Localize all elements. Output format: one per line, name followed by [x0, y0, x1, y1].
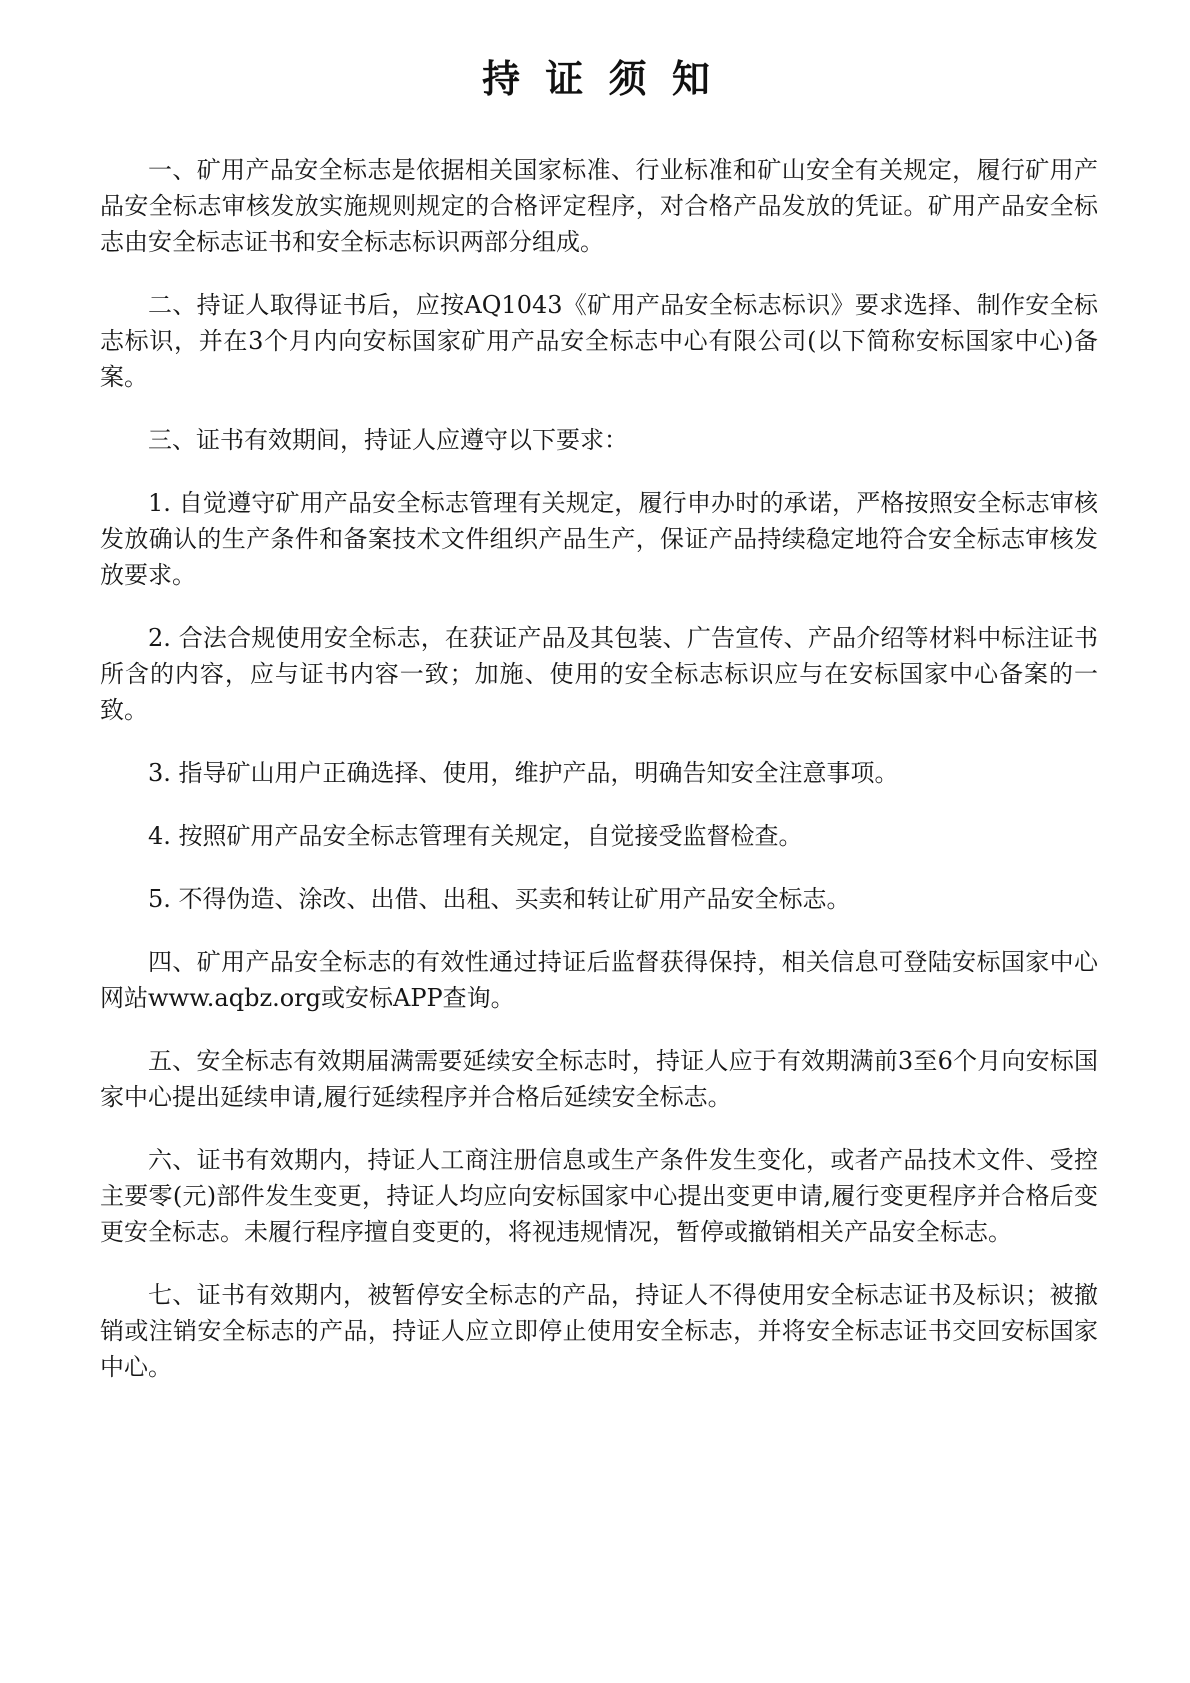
paragraph: 5. 不得伪造、涂改、出借、出租、买卖和转让矿用产品安全标志。 [148, 885, 851, 913]
paragraph: 1. 自觉遵守矿用产品安全标志管理有关规定，履行申办时的承诺，严格按照安全标志审核发放确认的生产条件和备案技术文件组织产品生产，保证产品持续稳定地符合安全标志审核发放要求。 [100, 489, 1098, 589]
paragraph: 一、矿用产品安全标志是依据相关国家标准、行业标准和矿山安全有关规定，履行矿用产品安全标志审核发放实施规则规定的合格评定程序，对合格产品发放的凭证。矿用产品安全标志由安全标志证书和安全标志标识两部分组成。 [100, 156, 1098, 256]
paragraph: 4. 按照矿用产品安全标志管理有关规定，自觉接受监督检查。 [148, 822, 803, 850]
page-title: 持 证 须 知 [482, 56, 716, 101]
paragraph: 三、证书有效期间，持证人应遵守以下要求： [148, 426, 628, 454]
paragraph: 四、矿用产品安全标志的有效性通过持证后监督获得保持，相关信息可登陆安标国家中心网站www.aqbz.org或安标APP查询。 [100, 948, 1098, 1012]
paragraph: 2. 合法合规使用安全标志，在获证产品及其包装、广告宣传、产品介绍等材料中标注证书所含的内容，应与证书内容一致；加施、使用的安全标志标识应与在安标国家中心备案的一致。 [100, 624, 1098, 724]
document-body [100, 152, 1098, 1385]
paragraph: 3. 指导矿山用户正确选择、使用，维护产品，明确告知安全注意事项。 [148, 759, 899, 787]
paragraph: 六、证书有效期内，持证人工商注册信息或生产条件发生变化，或者产品技术文件、受控主要零(元)部件发生变更，持证人均应向安标国家中心提出变更申请,履行变更程序并合格后变更安全标志。未履行程序擅自变更的，将视违规情况，暂停或撤销相关产品安全标志。 [100, 1146, 1098, 1246]
paragraph: 七、证书有效期内，被暂停安全标志的产品，持证人不得使用安全标志证书及标识；被撤销或注销安全标志的产品，持证人应立即停止使用安全标志，并将安全标志证书交回安标国家中心。 [100, 1281, 1098, 1381]
paragraph: 五、安全标志有效期届满需要延续安全标志时，持证人应于有效期满前3至6个月向安标国家中心提出延续申请,履行延续程序并合格后延续安全标志。 [100, 1047, 1098, 1111]
paragraph: 二、持证人取得证书后，应按AQ1043《矿用产品安全标志标识》要求选择、制作安全标志标识，并在3个月内向安标国家矿用产品安全标志中心有限公司(以下简称安标国家中心)备案。 [100, 291, 1098, 391]
